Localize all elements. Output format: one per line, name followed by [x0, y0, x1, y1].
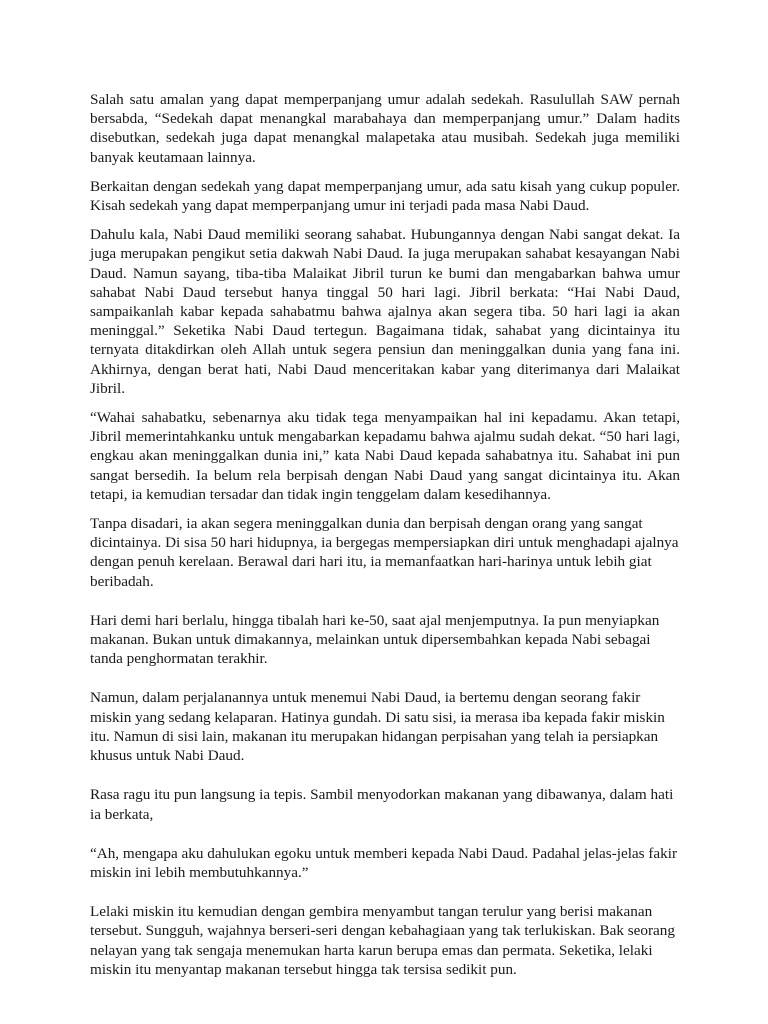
paragraph-10: Lelaki miskin itu kemudian dengan gembira menyambut tangan terulur yang berisi makanan tersebut. Sungguh, wajahnya berseri-seri dengan kebahagiaan yang tak terlukiskan. Bak seorang nelayan yang tak sengaja menemukan harta karun berupa emas dan permata. Seketika, lelaki miskin itu menyantap makanan tersebut hingga tak tersisa sedikit pun. — [90, 903, 675, 978]
paragraph-9: “Ah, mengapa aku dahulukan egoku untuk memberi kepada Nabi Daud. Padahal jelas-jelas fakir miskin ini lebih membutuhkannya.” — [90, 844, 678, 881]
paragraph-1: Salah satu amalan yang dapat memperpanjang umur adalah sedekah. Rasulullah SAW pernah bersabda, “Sedekah dapat menangkal marabahaya dan memperpanjang umur.” Dalam hadits disebutkan, sedekah juga dapat menangkal malapetaka atau musibah. Sedekah juga memiliki banyak keutamaan lainnya. — [90, 91, 680, 166]
paragraph-8: Rasa ragu itu pun langsung ia tepis. Sambil menyodorkan makanan yang dibawanya, dalam hati ia berkata, — [90, 786, 674, 823]
paragraph-3: Dahulu kala, Nabi Daud memiliki seorang sahabat. Hubungannya dengan Nabi sangat dekat. Ia juga merupakan pengikut setia dakwah Nabi Daud. Ia juga merupakan sahabat kesayangan Nabi Daud. Namun sayang, tiba-tiba Malaikat Jibril turun ke bumi dan mengabarkan bahwa umur sahabat Nabi Daud tersebut hanya tinggal 50 hari lagi. Jibril berkata: “Hai Nabi Daud, sampaikanlah kabar kepada sahabatmu bahwa ajalnya akan segera tiba. 50 hari lagi ia akan meninggal.” Seketika Nabi Daud tertegun. Bagaimana tidak, sahabat yang dicintainya itu ternyata ditakdirkan oleh Allah untuk segera pensiun dan meninggalkan dunia yang fana ini. Akhirnya, dengan berat hati, Nabi Daud menceritakan kabar yang diterimanya dari Malaikat Jibril. — [90, 226, 680, 397]
paragraph-6: Hari demi hari berlalu, hingga tibalah hari ke-50, saat ajal menjemputnya. Ia pun menyiapkan makanan. Bukan untuk dimakannya, melainkan untuk dipersembahkan kepada Nabi sebagai tanda penghormatan terakhir. — [90, 611, 660, 668]
document-page — [90, 90, 680, 989]
paragraph-7: Namun, dalam perjalanannya untuk menemui Nabi Daud, ia bertemu dengan seorang fakir miskin yang sedang kelaparan. Hatinya gundah. Di satu sisi, ia merasa iba kepada fakir miskin itu. Namun di sisi lain, makanan itu merupakan hidangan perpisahan yang telah ia persiapkan khusus untuk Nabi Daud. — [90, 689, 665, 765]
paragraph-5: Tanpa disadari, ia akan segera meninggalkan dunia dan berpisah dengan orang yang sangat dicintainya. Di sisa 50 hari hidupnya, ia bergegas mempersiapkan diri untuk menghadapi ajalnya dengan penuh kerelaan. Berawal dari hari itu, ia memanfaatkan hari-harinya untuk lebih giat beribadah. — [90, 515, 679, 590]
paragraph-4: “Wahai sahabatku, sebenarnya aku tidak tega menyampaikan hal ini kepadamu. Akan tetapi, Jibril memerintahkanku untuk mengabarkan kepadamu bahwa ajalmu sudah dekat. “50 hari lagi, engkau akan meninggalkan dunia ini,” kata Nabi Daud kepada sahabatnya itu. Sahabat ini pun sangat bersedih. Ia belum rela berpisah dengan Nabi Daud yang sangat dicintainya itu. Akan tetapi, ia kemudian tersadar dan tidak ingin tenggelam dalam kesedihannya. — [90, 409, 680, 503]
paragraph-2: Berkaitan dengan sedekah yang dapat memperpanjang umur, ada satu kisah yang cukup populer. Kisah sedekah yang dapat memperpanjang umur ini terjadi pada masa Nabi Daud. — [90, 177, 680, 215]
